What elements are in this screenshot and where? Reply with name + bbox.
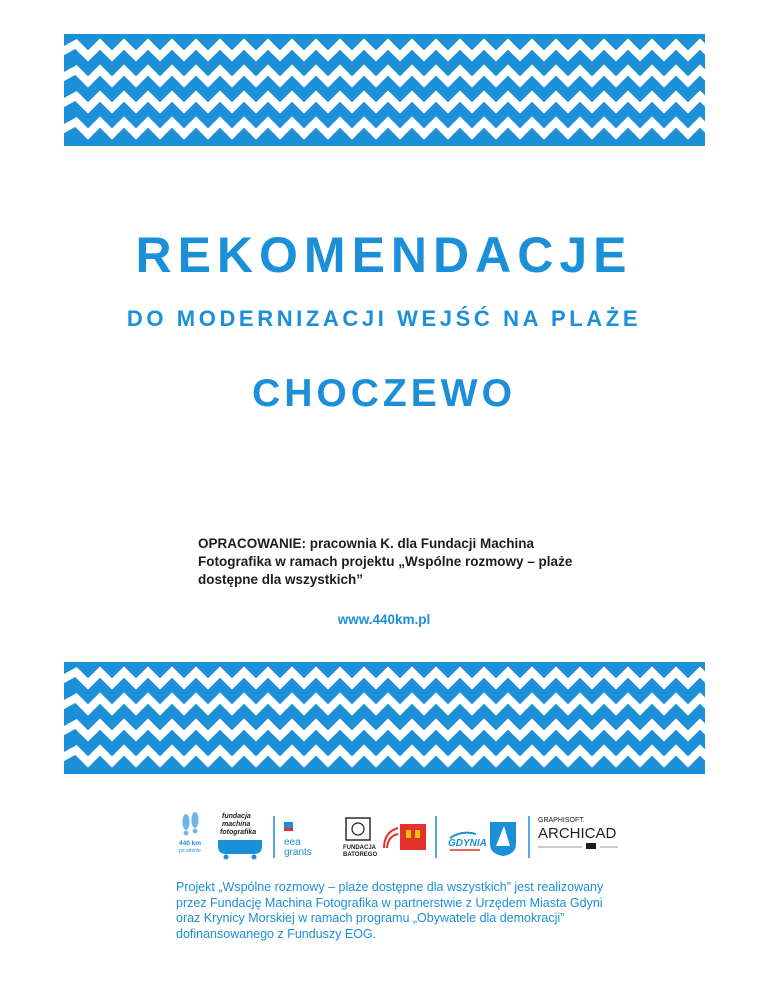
location-name: CHOCZEWO: [252, 372, 516, 415]
document-subtitle: DO MODERNIZACJI WEJŚĆ NA PLAŻE: [126, 306, 642, 331]
credits-text: OPRACOWANIE: pracownia K. dla Fundacji Machina Fotografika w ramach projektu „Wspólne rozmowy – plaże dostępne dla wszystkich”: [198, 536, 573, 587]
logo-machina-line3: fotografika: [220, 829, 257, 836]
chevron-band-bottom: [64, 662, 705, 774]
logo-eea-grants: [284, 822, 312, 858]
logo-batory-line1: FUNDACJA: [343, 845, 376, 851]
document-title: REKOMENDACJE: [135, 227, 633, 283]
batory-emblem-icon: [346, 818, 370, 840]
logo-gdynia: [448, 833, 487, 850]
logo-archicad-text: ARCHICAD: [538, 825, 617, 842]
logo-graphisoft-text: GRAPHISOFT.: [538, 817, 585, 824]
footer-note: Projekt „Wspólne rozmowy – plaże dostępne dla wszystkich” jest realizowany przez Fundację Machina Fotografika w partnerstwie z Urzędem Miasta Gdyni oraz Krynicy Morskiej w ramach programu „Obywatele dla demokracji” dofinansowanego z Funduszy EOG.: [176, 880, 604, 941]
logo-gdynia-text: GDYNIA: [448, 838, 487, 849]
logo-machina-line1: fundacja: [222, 813, 251, 820]
website-link[interactable]: www.440km.pl: [337, 612, 431, 627]
logo-eea-line1: eea: [284, 837, 301, 848]
wk-mark-icon: [586, 843, 596, 849]
footprints-icon: [182, 812, 198, 835]
eea-flag-icon: [284, 822, 293, 831]
logo-440km-line1: 440 km: [179, 840, 202, 847]
chevron-band-top: [64, 34, 705, 146]
logo-440km-line2: po stronie: [179, 848, 201, 854]
bathtub-icon: [218, 840, 262, 860]
logo-fundacja-batorego: [343, 818, 377, 858]
logo-gdynia-crest: [490, 822, 516, 856]
logo-obywatele-dla-demokracji: [384, 828, 398, 848]
logo-batory-line2: BATOREGO: [343, 852, 378, 858]
partner-logos: [170, 810, 630, 866]
logo-machina-line2: machina: [222, 821, 251, 828]
logo-archicad: [538, 817, 618, 849]
logo-machina-fotografika: [218, 813, 262, 860]
krynica-crest-icon: [400, 824, 426, 850]
logo-eea-line2: grants: [284, 847, 312, 858]
logo-440km: [179, 812, 201, 854]
logo-krynica-morska: [400, 824, 426, 850]
